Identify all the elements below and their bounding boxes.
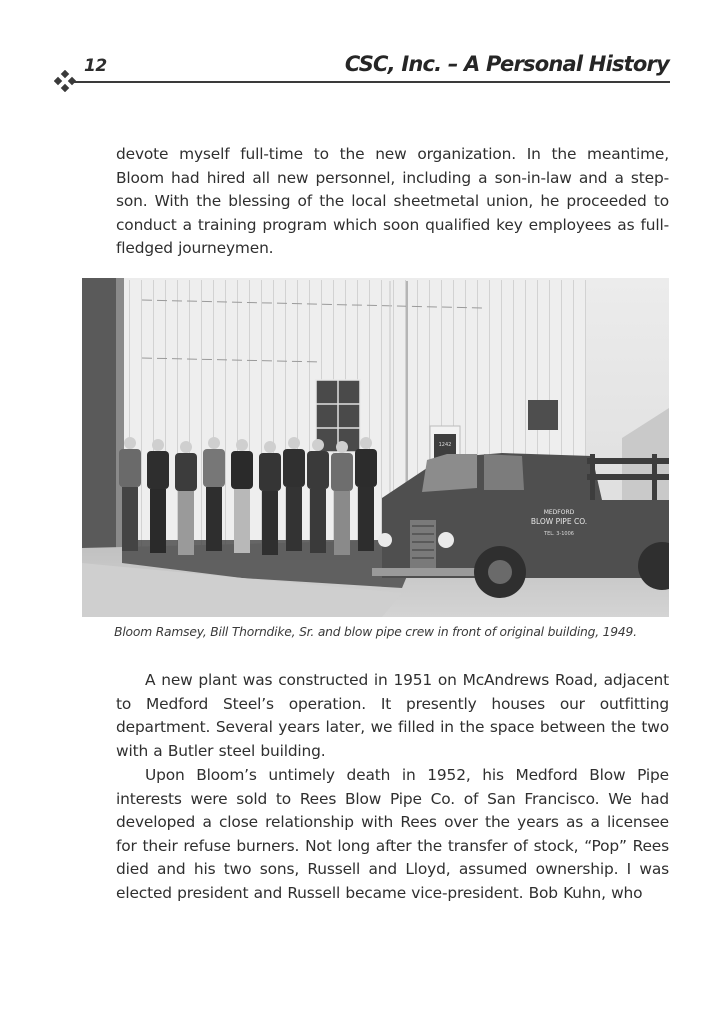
truck-lettering-line: MEDFORD — [543, 509, 575, 516]
crew-member — [259, 441, 281, 555]
historical-photo — [82, 278, 669, 617]
door-sign-number: 1242 — [438, 442, 452, 448]
body-paragraph: A new plant was constructed in 1951 on McAndrews Road, adjacent to Medford Steel’s operation. It presently houses our outfitting department. Several years later, we filled in the space between the two with a Butler steel building. — [116, 671, 669, 760]
body-paragraph: devote myself full-time to the new organization. In the meantime, Bloom had hired all new personnel, including a son-in-law and a step-son. With the blessing of the local sheetmetal union, he proceeded to conduct a training program which soon qualified key employees as full-fledged journeymen. — [116, 145, 669, 258]
wall-vent — [528, 400, 558, 430]
photo-illustration — [82, 278, 669, 617]
truck-lettering-line: TEL. 3-1006 — [544, 531, 574, 537]
truck-headlight — [438, 532, 454, 548]
running-head-title: CSC, Inc. – A Personal History — [344, 52, 669, 76]
photo-caption: Bloom Ramsey, Bill Thorndike, Sr. and blow pipe crew in front of original building, 1949. — [114, 625, 637, 639]
crew-member — [355, 437, 377, 551]
crew-member — [283, 437, 305, 551]
crew-group — [119, 437, 377, 555]
truck-bumper — [372, 568, 482, 576]
truck-headlight — [378, 533, 392, 547]
body-paragraph: Upon Bloom’s untimely death in 1952, his Medford Blow Pipe interests were sold to Rees Blow Pipe Co. of San Francisco. We had developed a close relationship with Rees over the years as a licensee for their refuse burners. Not long after the transfer of stock, “Pop” Rees died and his two sons, Russell and Lloyd, assumed ownership. I was elected president and Russell became vice-president. Bob Kuhn, who — [116, 766, 669, 902]
crew-member — [119, 437, 141, 551]
truck-lettering-line: BLOW PIPE CO. — [530, 517, 588, 526]
crew-member — [231, 439, 253, 553]
page-number: 12 — [84, 56, 107, 76]
header-rule — [70, 81, 670, 83]
crew-member — [331, 441, 353, 555]
crew-member — [147, 439, 169, 553]
crew-member — [175, 441, 197, 555]
crew-member — [203, 437, 225, 551]
crew-member — [307, 439, 329, 553]
